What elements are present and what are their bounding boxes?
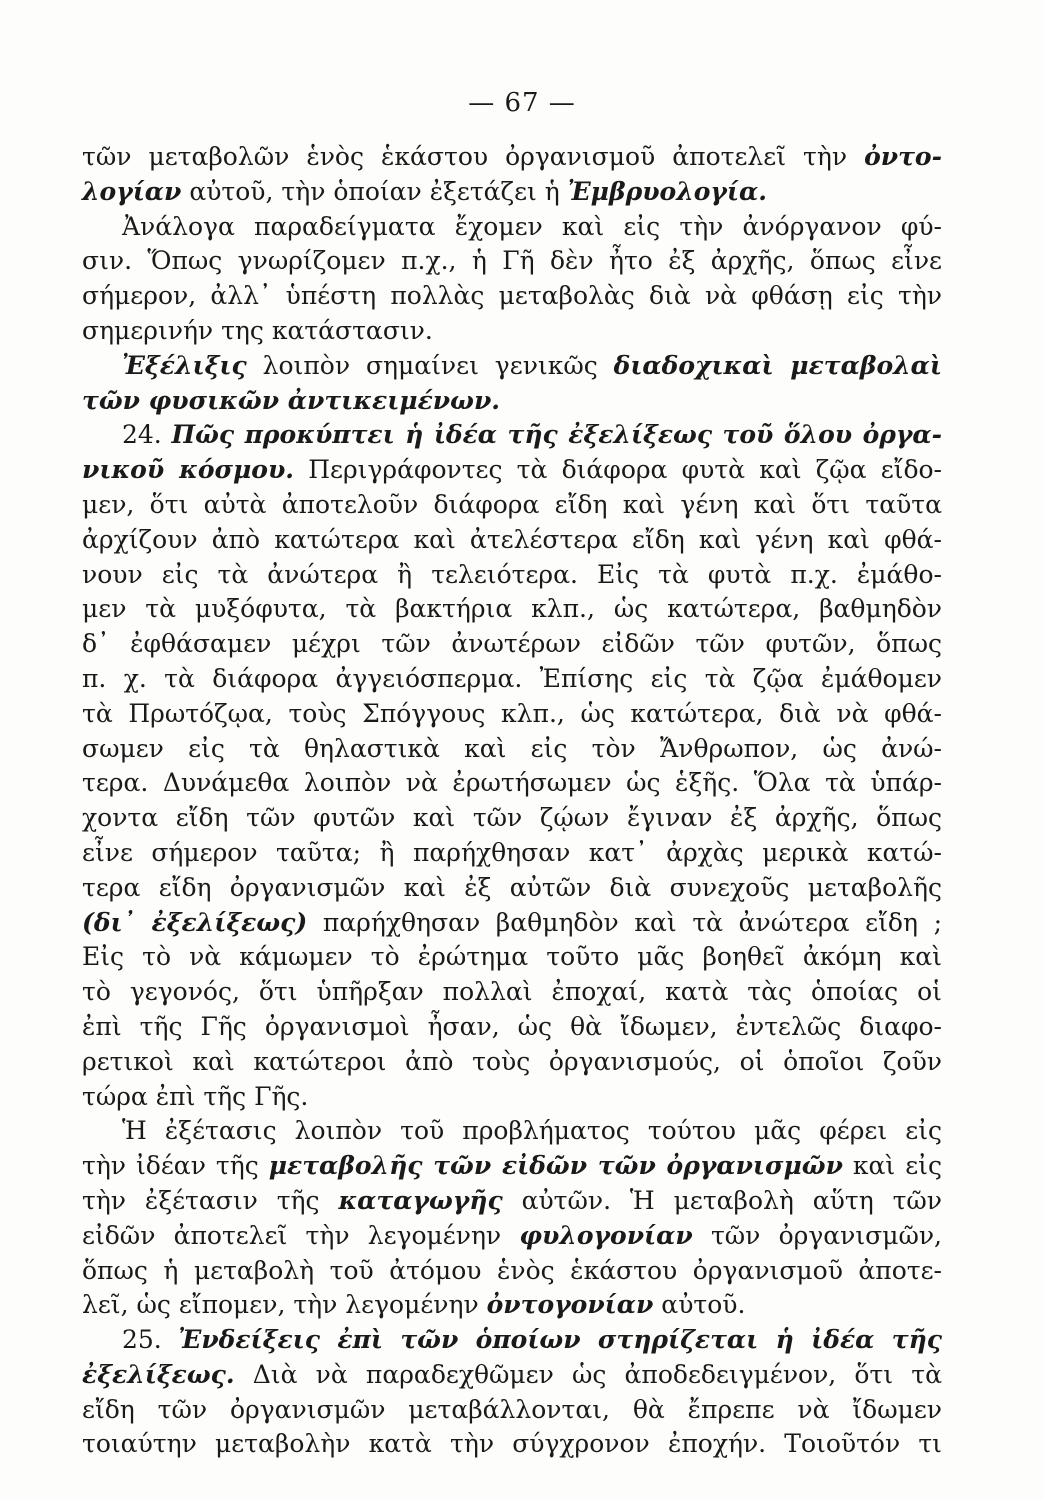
text-span: σωμεν εἰς τὰ θηλαστικὰ καὶ εἰς τὸν Ἄνθρωπον, ὡς ἀνώ- <box>82 733 942 763</box>
emphasized-text: Ἐξέλιξις <box>122 350 247 380</box>
text-line <box>82 871 942 906</box>
text-span: παρήχθησαν βαθμηδὸν καὶ τὰ ἀνώτερα εἴδη ; <box>307 907 942 937</box>
text-line <box>82 1045 942 1080</box>
text-line <box>82 1184 942 1219</box>
text-line <box>82 836 942 871</box>
emphasized-text: διαδοχικαὶ μεταβολαὶ <box>613 350 942 380</box>
text-span: σημερινήν της κατάστασιν. <box>82 315 433 345</box>
text-line <box>82 1358 942 1393</box>
text-span: τερα εἴδη ὀργανισμῶν καὶ ἐξ αὐτῶν διὰ συνεχοῦς μεταβολῆς <box>82 872 942 902</box>
text-span: τοιαύτην μεταβολὴν κατὰ τὴν σύγχρονον ἐποχήν. Τοιοῦτόν τι <box>82 1429 942 1459</box>
text-line <box>82 279 942 314</box>
text-line <box>82 349 942 384</box>
emphasized-text: Ἐνδείξεις ἐπὶ τῶν ὁποίων στηρίζεται ἡ ἰδέα τῆς <box>178 1325 942 1355</box>
emphasized-text: ἐξελίξεως. <box>82 1359 235 1389</box>
text-line <box>82 1149 942 1184</box>
text-line <box>82 906 942 941</box>
text-span: αὐτῶν. Ἡ μεταβολὴ αὕτη τῶν <box>502 1185 942 1215</box>
text-span: Διὰ νὰ παραδεχθῶμεν ὡς ἀποδεδειγμένον, ὅτι τὰ <box>234 1359 942 1389</box>
text-span: 25. <box>122 1325 179 1355</box>
text-span: 24. <box>122 420 172 450</box>
text-span: Ἡ ἐξέτασις λοιπὸν τοῦ προβλήματος τούτου μᾶς φέρει εἰς <box>122 1116 942 1146</box>
text-span: μεν τὰ μυξόφυτα, τὰ βακτήρια κλπ., ὡς κατώτερα, βαθμηδὸν <box>82 594 942 624</box>
text-line <box>82 558 942 593</box>
text-line <box>82 697 942 732</box>
text-span: αὐτοῦ, τὴν ὁποίαν ἐξετάζει ἡ <box>181 176 568 206</box>
text-span: Περιγράφοντες τὰ διάφορα φυτὰ καὶ ζῷα εἴδο- <box>294 455 942 485</box>
text-span: π. χ. τὰ διάφορα ἀγγειόσπερμα. Ἐπίσης εἰς τὰ ζῷα ἐμάθομεν <box>82 663 942 693</box>
text-span: λοιπὸν σημαίνει γενικῶς <box>246 350 614 380</box>
text-line <box>82 1427 942 1462</box>
text-span: ρετικοὶ καὶ κατώτεροι ἀπὸ τοὺς ὀργανισμούς, οἱ ὁποῖοι ζοῦν <box>82 1046 942 1076</box>
text-line <box>82 1393 942 1428</box>
text-line <box>82 523 942 558</box>
text-line <box>82 384 942 419</box>
text-span: τῶν μεταβολῶν ἑνὸς ἑκάστου ὀργανισμοῦ ἀποτελεῖ τὴν <box>82 142 865 171</box>
text-span: τὰ Πρωτόζῳα, τοὺς Σπόγγους κλπ., ὡς κατώτερα, διὰ νὰ φθά- <box>82 698 942 728</box>
text-line <box>82 766 942 801</box>
text-line <box>82 210 942 245</box>
text-span: Ἀνάλογα παραδείγματα ἔχομεν καὶ εἰς τὴν ἀνόργανον φύ- <box>122 211 942 241</box>
text-span: μεν, ὅτι αὐτὰ ἀποτελοῦν διάφορα εἴδη καὶ γένη καὶ ὅτι ταῦτα <box>82 489 942 519</box>
text-line <box>82 488 942 523</box>
text-line <box>82 975 942 1010</box>
text-span: δ᾽ ἐφθάσαμεν μέχρι τῶν ἀνωτέρων εἰδῶν τῶν φυτῶν, ὅπως <box>82 629 942 659</box>
text-span: τὸ γεγονός, ὅτι ὑπῆρξαν πολλαὶ ἐποχαί, κατὰ τὰς ὁποίας οἱ <box>82 977 942 1007</box>
text-line <box>82 1288 942 1323</box>
text-span: τὴν ἐξέτασιν τῆς <box>82 1185 339 1215</box>
text-span: χοντα εἴδη τῶν φυτῶν καὶ τῶν ζῴων ἔγιναν ἐξ ἀρχῆς, ὅπως <box>82 803 942 833</box>
text-span: ὅπως ἡ μεταβολὴ τοῦ ἀτόμου ἑνὸς ἑκάστου ὀργανισμοῦ ἀποτε- <box>82 1255 942 1285</box>
text-line <box>82 1219 942 1254</box>
emphasized-text: Ἐμβρυολογία. <box>567 176 767 206</box>
emphasized-text: τῶν φυσικῶν ἀντικειμένων. <box>82 385 500 415</box>
text-span: εἰδῶν ἀποτελεῖ τὴν λεγομένην <box>82 1220 520 1250</box>
text-line <box>82 1010 942 1045</box>
text-line <box>82 175 942 210</box>
text-span: εἶνε σήμερον ταῦτα; ἢ παρήχθησαν κατ᾽ ἀρχὰς μερικὰ κατώ- <box>82 837 942 867</box>
text-line <box>82 1323 942 1358</box>
text-span: σήμερον, ἀλλ᾽ ὑπέστη πολλὰς μεταβολὰς διὰ νὰ φθάσῃ εἰς τὴν <box>82 281 942 311</box>
emphasized-text: (δι᾽ ἐξελίξεως) <box>82 907 308 937</box>
emphasized-text: Πῶς προκύπτει ἡ ἰδέα τῆς ἐξελίξεως τοῦ ὅλου ὀργα- <box>171 420 942 450</box>
emphasized-text: ὀντογονίαν <box>486 1290 654 1320</box>
text-line <box>82 1114 942 1149</box>
text-span: Εἰς τὸ νὰ κάμωμεν τὸ ἐρώτημα τοῦτο μᾶς βοηθεῖ ἀκόμη καὶ <box>82 942 942 972</box>
text-span: τὴν ἰδέαν τῆς <box>82 1151 269 1181</box>
text-line <box>82 732 942 767</box>
emphasized-text: ὀντο- <box>864 142 942 171</box>
text-line <box>82 662 942 697</box>
text-line <box>82 1254 942 1289</box>
text-line <box>82 1080 942 1115</box>
text-span: αὐτοῦ. <box>653 1290 746 1320</box>
text-line <box>82 592 942 627</box>
text-line <box>82 244 942 279</box>
text-line <box>82 140 942 175</box>
text-line <box>82 453 942 488</box>
text-span: τερα. Δυνάμεθα λοιπὸν νὰ ἐρωτήσωμεν ὡς ἑξῆς. Ὅλα τὰ ὑπάρ- <box>82 768 942 798</box>
emphasized-text: μεταβολῆς τῶν εἰδῶν τῶν ὀργανισμῶν <box>268 1151 843 1181</box>
text-span: καὶ εἰς <box>842 1151 942 1181</box>
text-line <box>82 801 942 836</box>
emphasized-text: νικοῦ κόσμου. <box>82 455 295 485</box>
text-span: τώρα ἐπὶ τῆς Γῆς. <box>82 1081 309 1111</box>
text-span: λεῖ, ὡς εἴπομεν, τὴν λεγομένην <box>82 1290 487 1320</box>
page-number: — 67 — <box>468 88 576 118</box>
text-span: ἀρχίζουν ἀπὸ κατώτερα καὶ ἀτελέστερα εἴδη καὶ γένη καὶ φθά- <box>82 524 942 554</box>
emphasized-text: καταγωγῆς <box>338 1185 503 1215</box>
text-line <box>82 940 942 975</box>
text-span: εἴδη τῶν ὀργανισμῶν μεταβάλλονται, θὰ ἔπρεπε νὰ ἴδωμεν <box>82 1394 942 1424</box>
text-span: ἐπὶ τῆς Γῆς ὀργανισμοὶ ἦσαν, ὡς θὰ ἴδωμεν, ἐντελῶς διαφο- <box>82 1011 942 1041</box>
text-span: τῶν ὀργανισμῶν, <box>692 1220 942 1250</box>
emphasized-text: φυλογονίαν <box>519 1220 693 1250</box>
text-span: νουν εἰς τὰ ἀνώτερα ἢ τελειότερα. Εἰς τὰ φυτὰ π.χ. ἐμάθο- <box>82 559 942 589</box>
emphasized-text: λογίαν <box>82 176 182 206</box>
text-line <box>82 314 942 349</box>
text-line <box>82 627 942 662</box>
text-line <box>82 418 942 453</box>
body-text <box>82 140 942 1462</box>
text-span: σιν. Ὅπως γνωρίζομεν π.χ., ἡ Γῆ δὲν ἦτο ἐξ ἀρχῆς, ὅπως εἶνε <box>82 246 942 276</box>
